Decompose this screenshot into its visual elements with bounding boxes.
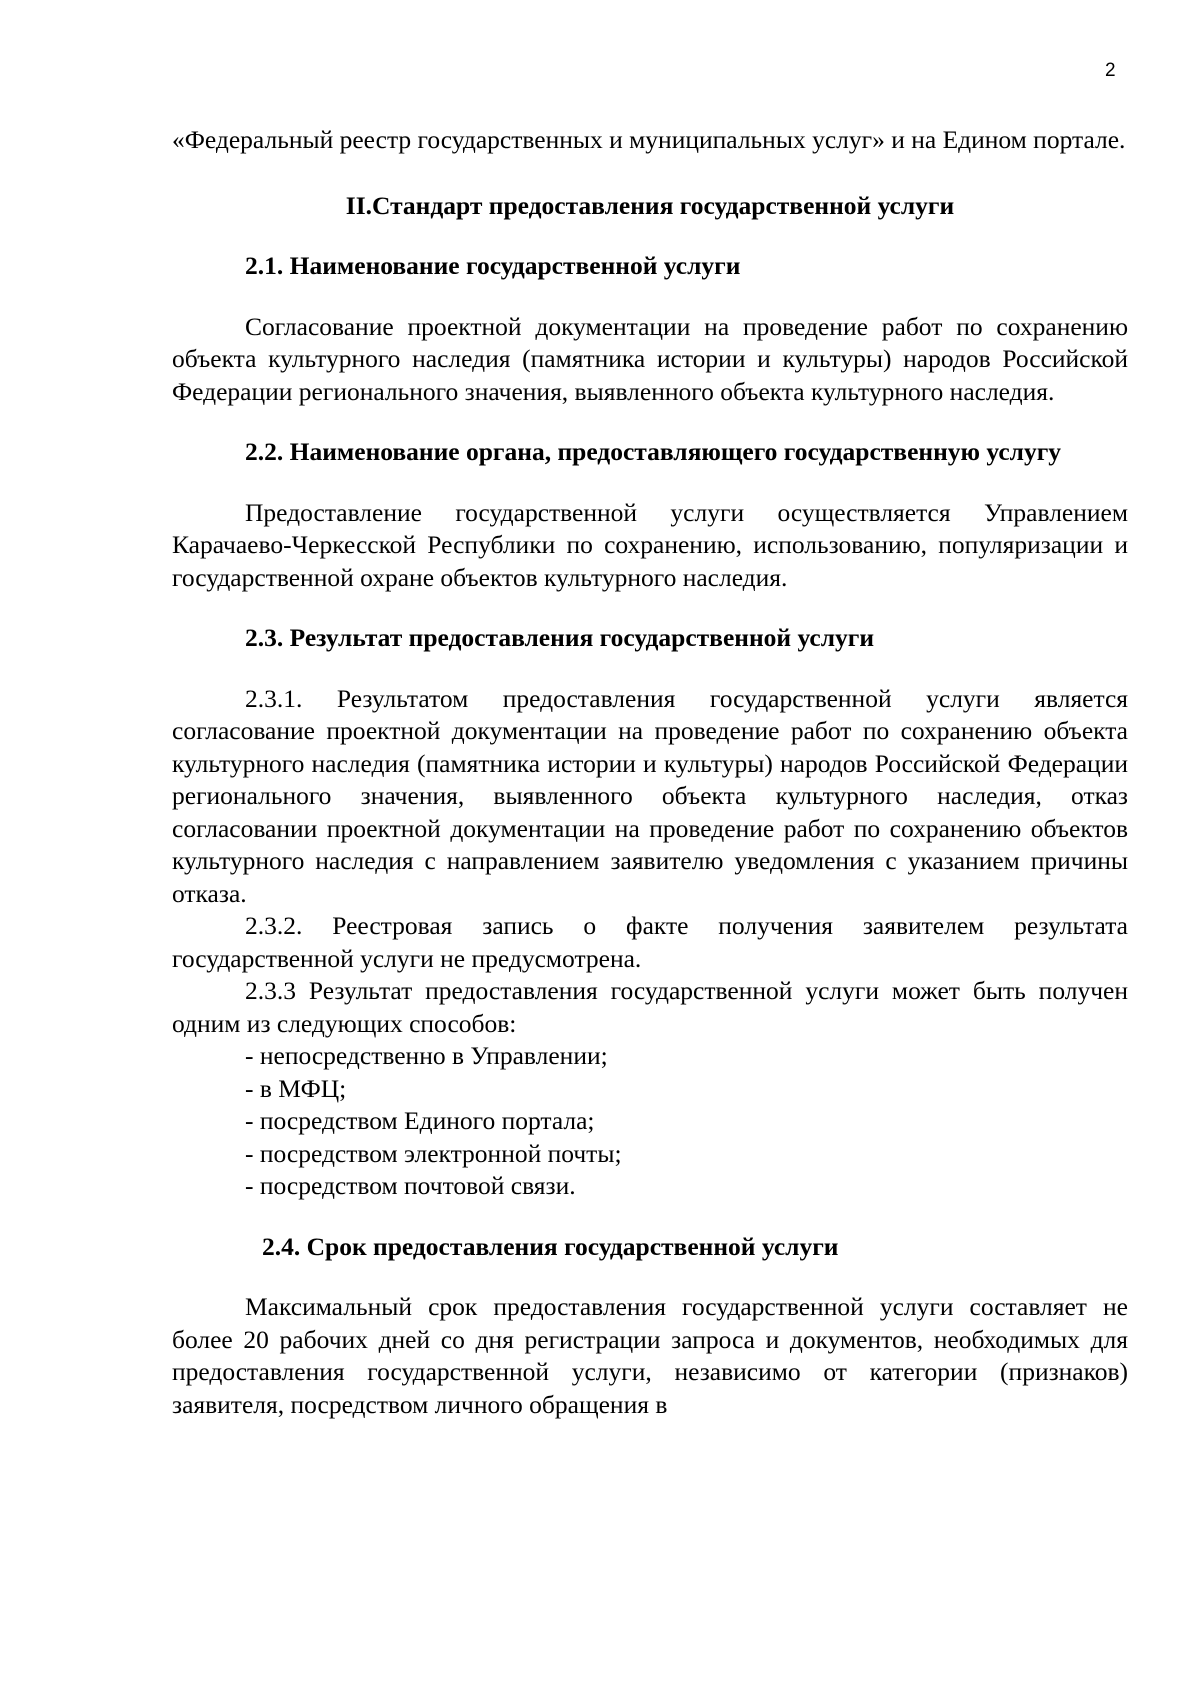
heading-2-2: 2.2. Наименование органа, предоставляющего государственную услугу (245, 437, 1062, 466)
list-item: - в МФЦ; (245, 1073, 347, 1103)
list-item: - посредством почтовой связи. (245, 1171, 576, 1200)
heading-2-1: 2.1. Наименование государственной услуги (245, 251, 741, 280)
paragraph-2-3-2: 2.3.2. Реестровая запись о факте получения заявителем результата государственной услуги не предусмотрена. (172, 911, 1128, 973)
paragraph-2-3-3: 2.3.3 Результат предоставления государственной услуги может быть получен одним из следующих способов: (172, 976, 1128, 1038)
paragraph-2-2: Предоставление государственной услуги осуществляется Управлением Карачаево-Черкесской Республики по сохранению, использованию, популяризации и государственной охране объектов культурного наследия. (172, 497, 1128, 592)
paragraph-2-4: Максимальный срок предоставления государственной услуги составляет не более 20 рабочих дней со дня регистрации запроса и документов, необходимых для предоставления государственной услуги, независимо от категории (признаков) заявителя, посредством личного обращения в (172, 1292, 1128, 1419)
heading-2-4: 2.4. Срок предоставления государственной услуги (262, 1231, 839, 1261)
list-item: - посредством Единого портала; (245, 1106, 595, 1135)
list-item: - посредством электронной почты; (245, 1138, 622, 1168)
intro-paragraph: «Федеральный реестр государственных и муниципальных услуг» и на Едином портале. (172, 125, 1126, 154)
paragraph-2-1: Согласование проектной документации на проведение работ по сохранению объекта культурного наследия (памятника истории и культуры) народов Российской Федерации регионального значения, выявленного объекта культурного наследия. (172, 311, 1128, 406)
paragraph-2-3-1: 2.3.1. Результатом предоставления государственной услуги является согласование проектной документации на проведение работ по сохранению объекта культурного наследия (памятника истории и культуры) народов Российской Федерации регионального значения, выявленного объекта культурного наследия, отказ согласовании проектной документации на проведение работ по сохранению объектов культурного наследия с направлением заявителю уведомления с указанием причины отказа. (172, 683, 1128, 908)
list-item: - непосредственно в Управлении; (245, 1041, 608, 1070)
document-body (172, 124, 1128, 1421)
page-number: 2 (1105, 60, 1116, 81)
section-title: II.Стандарт предоставления государственной услуги (345, 190, 955, 220)
heading-2-3: 2.3. Результат предоставления государственной услуги (245, 623, 875, 652)
